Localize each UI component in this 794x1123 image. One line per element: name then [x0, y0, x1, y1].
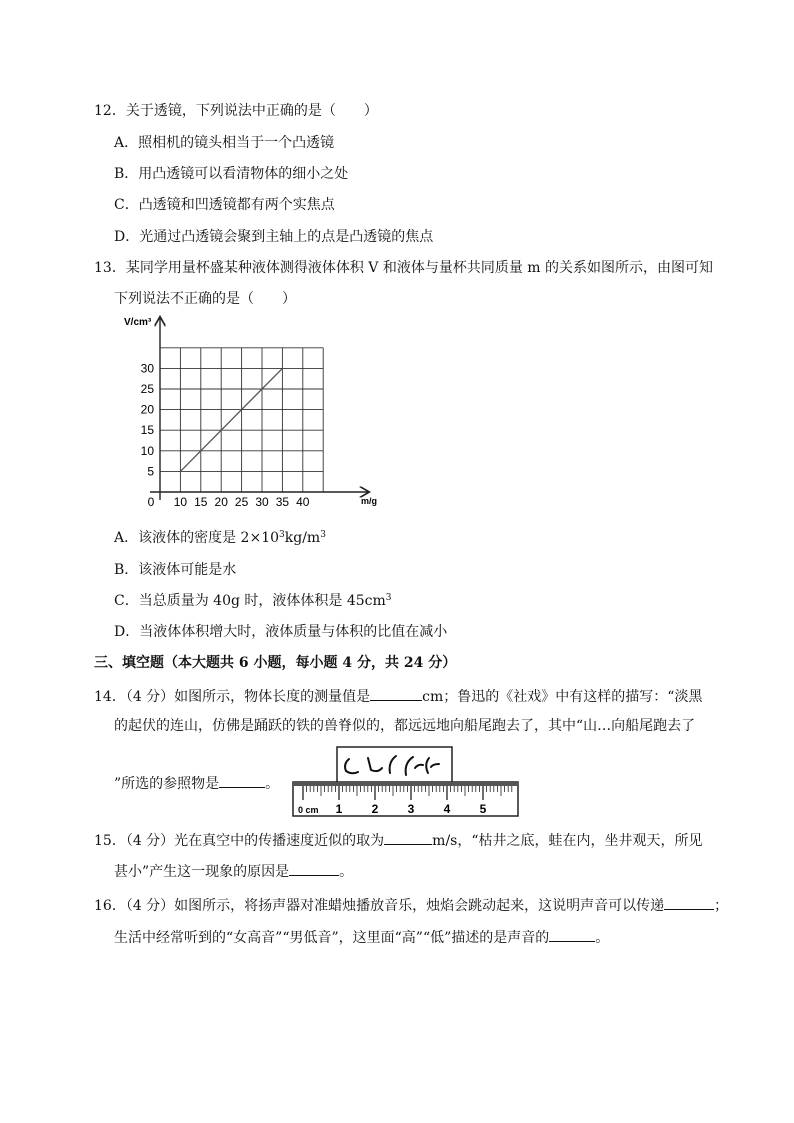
chart-grid [160, 348, 323, 492]
y-tick-label: 25 [140, 382, 154, 396]
y-tick-label: 5 [147, 464, 154, 479]
y-tick-label: 15 [140, 423, 154, 438]
q13-stem-line2: 下列说法不正确的是（ ） [114, 291, 296, 307]
q13-option-b: B．该液体可能是水 [114, 562, 237, 578]
x-tick-label: 35 [275, 495, 290, 509]
section-title: 三、填空题（本大题共 6 小题，每小题 4 分，共 24 分） [94, 655, 457, 671]
ruler-label: 0 cm [298, 805, 319, 815]
q14-line2: 的起伏的连山，仿佛是踊跃的铁的兽脊似的，都远远地向船尾跑去了，其中“山…向船尾跑去了 [114, 718, 696, 734]
x-tick-label: 30 [255, 495, 269, 509]
series-line [180, 368, 282, 471]
q16-blank-property [549, 927, 595, 942]
q16-blank-transmit [664, 895, 714, 910]
ruler-top-band [293, 782, 518, 786]
x-axis-label: m/g [361, 496, 378, 506]
q12-option-b: B．用凸透镜可以看清物体的细小之处 [114, 166, 349, 182]
ruler-label: 4 [443, 802, 451, 816]
q13-option-d: D．当液体体积增大时，液体质量与体积的比值在减小 [114, 624, 448, 640]
y-tick-label: 30 [140, 361, 154, 376]
q14-blank-reference [219, 773, 265, 788]
q13-option-a: A．该液体的密度是 $2\times 10^3kg/m^3$ [114, 530, 326, 546]
origin-label: 0 [147, 495, 155, 509]
y-tick-label: 20 [140, 402, 154, 417]
q15-line2: 甚小”产生这一现象的原因是 。 [114, 861, 353, 881]
x-tick-label: 40 [296, 495, 310, 509]
ruler-label: 3 [407, 802, 415, 816]
q13-stem-line1: 13．某同学用量杯盛某种液体测得液体体积 V 和液体与量杯共同质量 m 的关系如图所示，由图可知 [94, 260, 713, 276]
x-tick-label: 15 [194, 495, 208, 509]
x-tick-label: 20 [214, 495, 228, 509]
q15-blank-speed [384, 830, 432, 845]
x-tick-label: 25 [234, 495, 249, 509]
q12-option-d: D．光通过凸透镜会聚到主轴上的点是凸透镜的焦点 [114, 229, 434, 245]
q14-blank-length [370, 686, 422, 701]
volume-mass-chart [110, 310, 380, 515]
q13-option-c: C．当总质量为 40g 时，液体体积是 $45cm^3$ [114, 593, 392, 609]
q15-line1: 15．（4 分）光在真空中的传播速度近似的取为 m/s，“枯井之底，蛙在内，坐井观天，所见 [94, 830, 703, 850]
ruler-label: 1 [335, 802, 343, 816]
y-axis-label: V/cm³ [124, 317, 152, 328]
y-tick-label: 10 [140, 443, 154, 458]
ruler-label: 5 [479, 802, 487, 816]
q12-option-c: C．凸透镜和凹透镜都有两个实焦点 [114, 197, 335, 213]
q16-line2: 生活中经常听到的“女高音”“男低音”，这里面“高”“低”描述的是声音的 。 [114, 927, 609, 947]
q15-blank-reason [289, 861, 339, 876]
q14-line1: 14．（4 分）如图所示，物体长度的测量值是 cm；鲁迅的《社戏》中有这样的描写：“淡黑 [94, 686, 702, 706]
q12-stem: 12．关于透镜，下列说法中正确的是（ ） [94, 103, 378, 119]
ruler-figure [292, 746, 520, 818]
q14-line3: ”所选的参照物是 。 [114, 773, 279, 793]
q12-option-a: A．照相机的镜头相当于一个凸透镜 [114, 135, 335, 151]
q16-line1: 16．（4 分）如图所示，将扬声器对准蜡烛播放音乐，烛焰会跳动起来，这说明声音可以传递 ； [94, 895, 728, 915]
ruler-label: 2 [371, 802, 379, 816]
x-tick-label: 10 [173, 495, 188, 509]
